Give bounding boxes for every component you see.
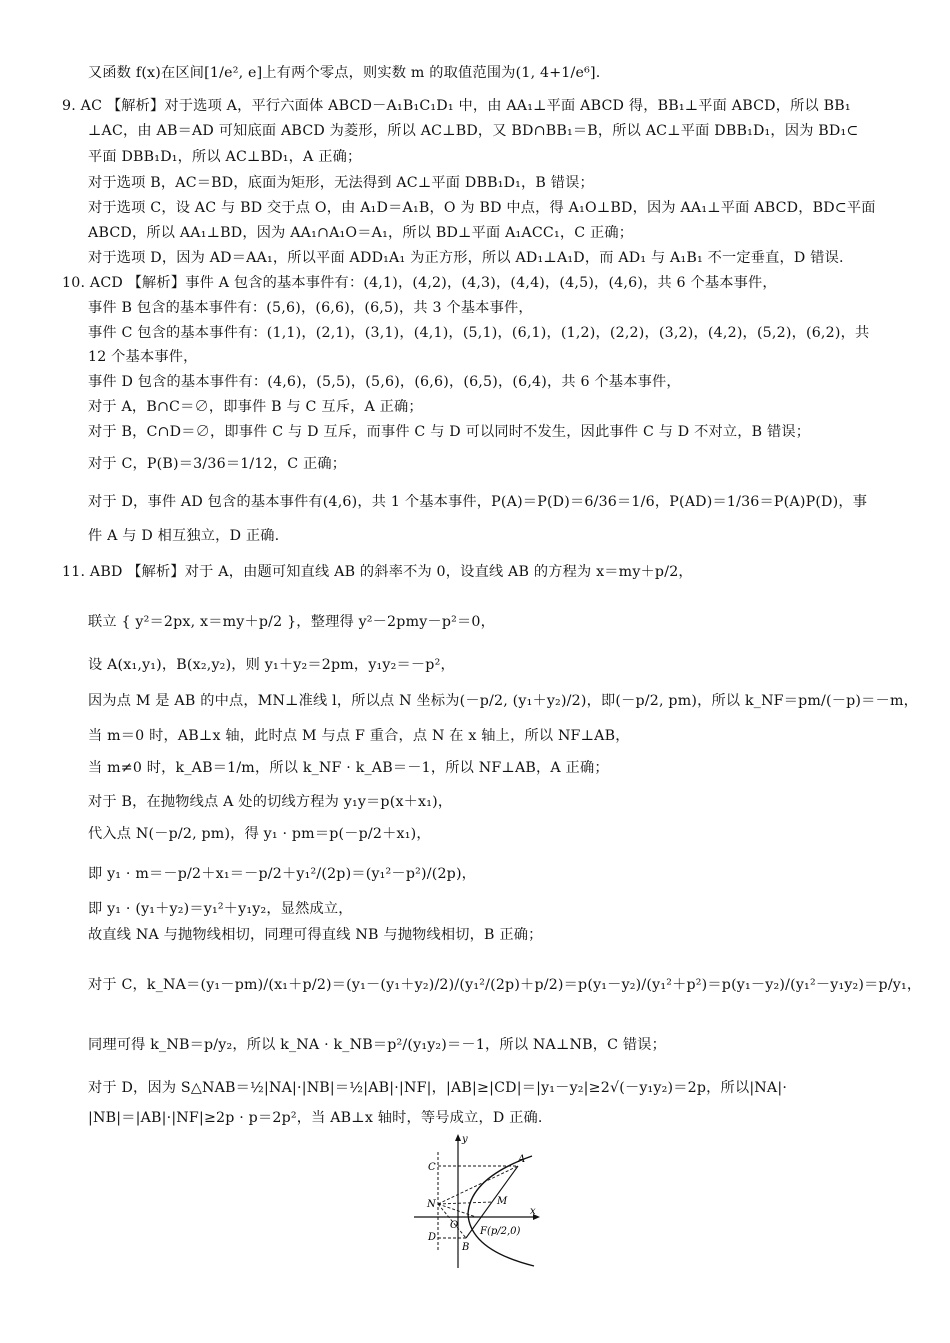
y-axis-arrow xyxy=(455,1134,461,1141)
label-c: C xyxy=(428,1162,436,1173)
text-line: 代入点 N(－p/2, pm)，得 y₁ · pm＝p(－p/2＋x₁)， xyxy=(88,826,431,842)
text-line: 即 y₁ · (y₁＋y₂)＝y₁²＋y₁y₂，显然成立， xyxy=(88,901,353,917)
text-line: 对于 A，B∩C＝∅，即事件 B 与 C 互斥，A 正确； xyxy=(88,399,423,415)
text-line: 对于 D，因为 S△NAB＝½|NA|·|NB|＝½|AB|·|NF|，|AB|≥|CD|＝|y₁－y₂|≥2√(－y₁y₂)＝2p，所以|NA|· xyxy=(88,1080,788,1096)
text-line: 件 A 与 D 相互独立，D 正确. xyxy=(88,528,280,544)
text-line: 当 m＝0 时，AB⊥x 轴，此时点 M 与点 F 重合，点 N 在 x 轴上，所以 NF⊥AB， xyxy=(88,728,630,744)
text-line: 即 y₁ · m＝－p/2＋x₁＝－p/2＋y₁²/(2p)＝(y₁²－p²)/(2p)， xyxy=(88,866,477,882)
text-line: 故直线 NA 与抛物线相切，同理可得直线 NB 与抛物线相切，B 正确； xyxy=(88,927,543,943)
label-x: x xyxy=(530,1206,536,1217)
text-line: 对于 B，在抛物线点 A 处的切线方程为 y₁y＝p(x＋x₁)， xyxy=(88,794,453,810)
label-d: D xyxy=(428,1232,437,1243)
parabola-figure xyxy=(410,1132,545,1272)
label-b: B xyxy=(462,1242,470,1253)
label-n: N xyxy=(427,1199,436,1210)
label-o: O xyxy=(450,1220,459,1231)
answer-10-line: 10. ACD 【解析】事件 A 包含的基本事件有：(4,1)，(4,2)，(4,3)，(4,4)，(4,5)，(4,6)，共 6 个基本事件， xyxy=(62,275,777,291)
text-line: 对于选项 B，AC＝BD，底面为矩形，无法得到 AC⊥平面 DBB₁D₁，B 错误； xyxy=(88,175,594,191)
text-line: 对于选项 D，因为 AD＝AA₁，所以平面 ADD₁A₁ 为正方形，所以 AD₁⊥A₁D，而 AD₁ 与 A₁B₁ 不一定垂直，D 错误. xyxy=(88,250,844,266)
parabola-curve xyxy=(468,1156,534,1266)
label-a: A xyxy=(518,1154,526,1165)
line-nf xyxy=(438,1204,476,1217)
text-line: 对于 D，事件 AD 包含的基本事件有(4,6)，共 1 个基本事件，P(A)＝P(D)＝6/36＝1/6，P(AD)＝1/36＝P(A)P(D)，事 xyxy=(88,494,868,510)
text-line: 事件 C 包含的基本事件有：(1,1)，(2,1)，(3,1)，(4,1)，(5,1)，(6,1)，(1,2)，(2,2)，(3,2)，(4,2)，(5,2)，(6,2)，共 xyxy=(88,325,870,341)
label-m: M xyxy=(497,1196,508,1207)
text-line: 同理可得 k_NB＝p/y₂，所以 k_NA · k_NB＝p²/(y₁y₂)＝－1，所以 NA⊥NB，C 错误； xyxy=(88,1037,667,1053)
text-line: 联立 { y²＝2px, x＝my＋p/2 }，整理得 y²－2pmy－p²＝0， xyxy=(88,614,495,630)
text-line: 对于 B，C∩D＝∅，即事件 C 与 D 互斥，而事件 C 与 D 可以同时不发生，因此事件 C 与 D 不对立，B 错误； xyxy=(88,424,811,440)
label-y: y xyxy=(462,1134,468,1145)
text-line: 又函数 f(x)在区间[1/e², e]上有两个零点，则实数 m 的取值范围为(1, 4+1/e⁶]. xyxy=(88,65,601,81)
answer-9-line: 9. AC 【解析】对于选项 A，平行六面体 ABCD－A₁B₁C₁D₁ 中，由 AA₁⊥平面 ABCD 得，BB₁⊥平面 ABCD，所以 BB₁ xyxy=(62,98,851,114)
text-line: 因为点 M 是 AB 的中点，MN⊥准线 l，所以点 N 坐标为(－p/2, (y₁＋y₂)/2)，即(－p/2, pm)，所以 k_NF＝pm/(－p)＝－m， xyxy=(88,693,918,709)
text-line: 事件 D 包含的基本事件有：(4,6)，(5,5)，(5,6)，(6,6)，(6,5)，(6,4)，共 6 个基本事件， xyxy=(88,374,681,390)
text-line: 当 m≠0 时，k_AB＝1/m，所以 k_NF · k_AB＝－1，所以 NF⊥AB，A 正确； xyxy=(88,760,609,776)
line-nm xyxy=(438,1202,492,1204)
text-line: 对于 C，k_NA＝(y₁－pm)/(x₁＋p/2)＝(y₁－(y₁＋y₂)/2)/(y₁²/(2p)＋p/2)＝p(y₁－y₂)/(y₁²＋p²)＝p(y₁－y₂)/(y₁²－y₁y₂)＝p/y₁， xyxy=(88,977,922,993)
text-line: 对于选项 C，设 AC 与 BD 交于点 O，由 A₁D＝A₁B，O 为 BD 中点，得 A₁O⊥BD，因为 AA₁⊥平面 ABCD，BD⊂平面 xyxy=(88,200,876,216)
text-line: ⊥AC，由 AB＝AD 可知底面 ABCD 为菱形，所以 AC⊥BD，又 BD∩BB₁＝B，所以 AC⊥平面 DBB₁D₁，因为 BD₁⊂ xyxy=(88,123,859,139)
label-f: F(p/2,0) xyxy=(480,1226,521,1237)
text-line: 平面 DBB₁D₁，所以 AC⊥BD₁，A 正确； xyxy=(88,149,362,165)
text-line: 事件 B 包含的基本事件有：(5,6)，(6,6)，(6,5)，共 3 个基本事件， xyxy=(88,300,533,316)
text-line: 12 个基本事件， xyxy=(88,349,198,365)
text-line: ABCD，所以 AA₁⊥BD，因为 AA₁∩A₁O＝A₁，所以 BD⊥平面 A₁ACC₁，C 正确； xyxy=(88,225,634,241)
text-line: 对于 C，P(B)＝3/36＝1/12，C 正确； xyxy=(88,456,347,472)
text-line: |NB|＝|AB|·|NF|≥2p · p＝2p²，当 AB⊥x 轴时，等号成立，D 正确. xyxy=(88,1110,543,1126)
answer-11-line: 11. ABD 【解析】对于 A，由题可知直线 AB 的斜率不为 0，设直线 AB 的方程为 x＝my＋p/2， xyxy=(62,564,693,580)
text-line: 设 A(x₁,y₁)，B(x₂,y₂)，则 y₁＋y₂＝2pm，y₁y₂＝－p²， xyxy=(88,657,455,673)
